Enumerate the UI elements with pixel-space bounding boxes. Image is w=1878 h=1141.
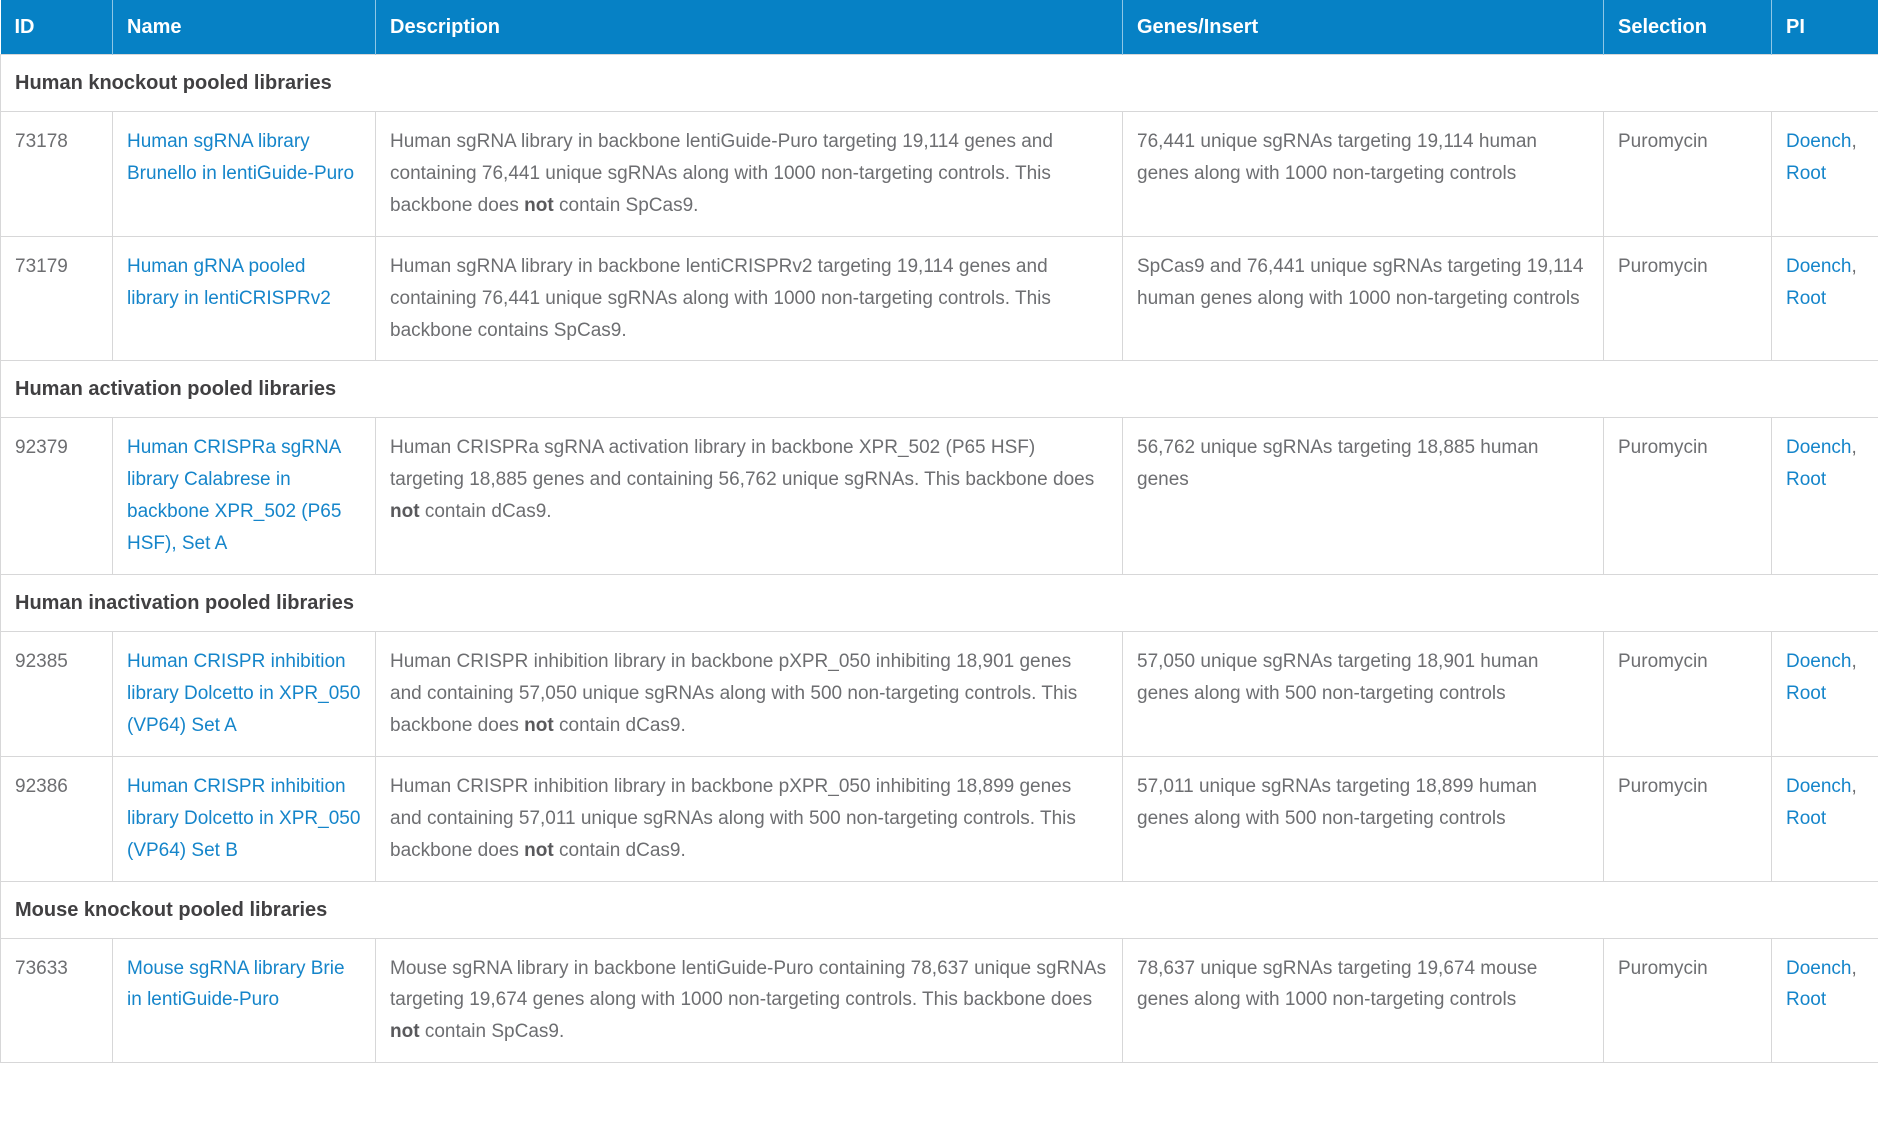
description-bold-text: not [390, 1021, 420, 1043]
pi-link[interactable]: Root [1786, 989, 1827, 1011]
description-text: Human sgRNA library in backbone lentiCRISPRv2 targeting 19,114 genes and containing 76,441 unique sgRNAs along with 1000 non-targeting controls. This backbone contains SpCas9. [390, 255, 1051, 341]
section-title: Human inactivation pooled libraries [1, 575, 1878, 632]
description-text: Human CRISPRa sgRNA activation library in backbone XPR_502 (P65 HSF) targeting 18,885 genes and containing 56,762 unique sgRNAs. This backbone does [390, 437, 1095, 491]
plasmid-name-cell [113, 418, 376, 575]
pi-cell [1772, 112, 1878, 237]
genes-insert: 76,441 unique sgRNAs targeting 19,114 human genes along with 1000 non-targeting controls [1123, 112, 1604, 237]
column-header-description: Description [376, 0, 1123, 55]
plasmid-name-cell [113, 632, 376, 757]
description-text: contain dCas9. [553, 839, 686, 861]
plasmid-id: 73179 [1, 236, 113, 361]
plasmid-id: 73178 [1, 112, 113, 237]
table-row [1, 632, 1878, 757]
pi-separator: , [1851, 775, 1857, 797]
pi-link[interactable]: Doench [1786, 775, 1852, 797]
table-row [1, 418, 1878, 575]
description-text: Mouse sgRNA library in backbone lentiGuide-Puro containing 78,637 unique sgRNAs targeting 19,674 genes along with 1000 non-targeting controls. This backbone does [390, 957, 1107, 1011]
plasmid-description [376, 236, 1123, 361]
table-row [1, 756, 1878, 881]
genes-insert: SpCas9 and 76,441 unique sgRNAs targeting 19,114 human genes along with 1000 non-targeting controls [1123, 236, 1604, 361]
description-bold-text: not [524, 194, 554, 216]
table-header [1, 0, 1878, 55]
section-row [1, 575, 1878, 632]
section-title: Human knockout pooled libraries [1, 55, 1878, 112]
plasmid-name-link[interactable]: Human sgRNA library Brunello in lentiGuide-Puro [127, 131, 355, 184]
pi-link[interactable]: Doench [1786, 131, 1852, 152]
description-text: contain SpCas9. [419, 1021, 565, 1043]
plasmid-id: 73633 [1, 938, 113, 1063]
genes-insert: 56,762 unique sgRNAs targeting 18,885 human genes [1123, 418, 1604, 575]
plasmid-name-link[interactable]: Human CRISPR inhibition library Dolcetto in XPR_050 (VP64) Set B [127, 775, 361, 861]
column-header-pi: PI [1772, 0, 1878, 55]
pi-separator: , [1851, 131, 1857, 152]
genes-insert: 57,011 unique sgRNAs targeting 18,899 human genes along with 500 non-targeting controls [1123, 756, 1604, 881]
section-row [1, 361, 1878, 418]
plasmid-description [376, 112, 1123, 237]
selection: Puromycin [1604, 236, 1772, 361]
description-bold-text: not [524, 839, 554, 861]
pi-separator: , [1851, 437, 1857, 459]
plasmid-name-cell [113, 236, 376, 361]
column-header-id: ID [1, 0, 113, 55]
table-row [1, 112, 1878, 237]
plasmid-id: 92379 [1, 418, 113, 575]
plasmid-name-link[interactable]: Mouse sgRNA library Brie in lentiGuide-Puro [127, 957, 345, 1011]
section-row [1, 881, 1878, 938]
section-title: Human activation pooled libraries [1, 361, 1878, 418]
plasmid-name-cell [113, 756, 376, 881]
table-row [1, 938, 1878, 1063]
pi-separator: , [1851, 255, 1857, 277]
plasmid-description [376, 632, 1123, 757]
plasmid-name-cell [113, 112, 376, 237]
pi-separator: , [1851, 957, 1857, 979]
plasmid-name-link[interactable]: Human CRISPRa sgRNA library Calabrese in backbone XPR_502 (P65 HSF), Set A [127, 437, 342, 555]
description-bold-text: not [524, 714, 554, 736]
selection: Puromycin [1604, 756, 1772, 881]
plasmid-id: 92386 [1, 756, 113, 881]
column-header-genes-insert: Genes/Insert [1123, 0, 1604, 55]
pi-link[interactable]: Root [1786, 287, 1827, 309]
column-header-name: Name [113, 0, 376, 55]
pi-cell [1772, 236, 1878, 361]
plasmid-name-link[interactable]: Human gRNA pooled library in lentiCRISPRv2 [127, 255, 331, 309]
pi-cell [1772, 938, 1878, 1063]
genes-insert: 78,637 unique sgRNAs targeting 19,674 mouse genes along with 1000 non-targeting controls [1123, 938, 1604, 1063]
table-body [1, 55, 1878, 1063]
genes-insert: 57,050 unique sgRNAs targeting 18,901 human genes along with 500 non-targeting controls [1123, 632, 1604, 757]
pi-link[interactable]: Doench [1786, 437, 1852, 459]
description-text: Human CRISPR inhibition library in backbone pXPR_050 inhibiting 18,901 genes and containing 57,050 unique sgRNAs along with 500 non-targeting controls. This backbone does [390, 651, 1078, 736]
section-title: Mouse knockout pooled libraries [1, 881, 1878, 938]
description-text: Human sgRNA library in backbone lentiGuide-Puro targeting 19,114 genes and containing 76,441 unique sgRNAs along with 1000 non-targeting controls. This backbone does [390, 131, 1053, 216]
pi-cell [1772, 418, 1878, 575]
pi-link[interactable]: Root [1786, 682, 1827, 704]
pi-link[interactable]: Root [1786, 162, 1827, 184]
plasmid-description [376, 418, 1123, 575]
selection: Puromycin [1604, 112, 1772, 237]
description-text: contain dCas9. [553, 714, 686, 736]
selection: Puromycin [1604, 418, 1772, 575]
description-bold-text: not [390, 501, 420, 523]
plasmid-id: 92385 [1, 632, 113, 757]
pi-link[interactable]: Doench [1786, 651, 1852, 673]
plasmid-description [376, 938, 1123, 1063]
pi-link[interactable]: Doench [1786, 957, 1852, 979]
plasmid-name-cell [113, 938, 376, 1063]
plasmid-description [376, 756, 1123, 881]
plasmid-name-link[interactable]: Human CRISPR inhibition library Dolcetto in XPR_050 (VP64) Set A [127, 651, 361, 736]
description-text: Human CRISPR inhibition library in backbone pXPR_050 inhibiting 18,899 genes and containing 57,011 unique sgRNAs along with 500 non-targeting controls. This backbone does [390, 775, 1076, 861]
pi-cell [1772, 756, 1878, 881]
section-row [1, 55, 1878, 112]
pi-link[interactable]: Root [1786, 469, 1827, 491]
header-row [1, 0, 1878, 55]
pi-separator: , [1851, 651, 1857, 673]
pi-link[interactable]: Doench [1786, 255, 1852, 277]
pi-cell [1772, 632, 1878, 757]
table-row [1, 236, 1878, 361]
description-text: contain dCas9. [419, 501, 552, 523]
pi-link[interactable]: Root [1786, 807, 1827, 829]
column-header-selection: Selection [1604, 0, 1772, 55]
selection: Puromycin [1604, 938, 1772, 1063]
selection: Puromycin [1604, 632, 1772, 757]
description-text: contain SpCas9. [553, 194, 699, 216]
